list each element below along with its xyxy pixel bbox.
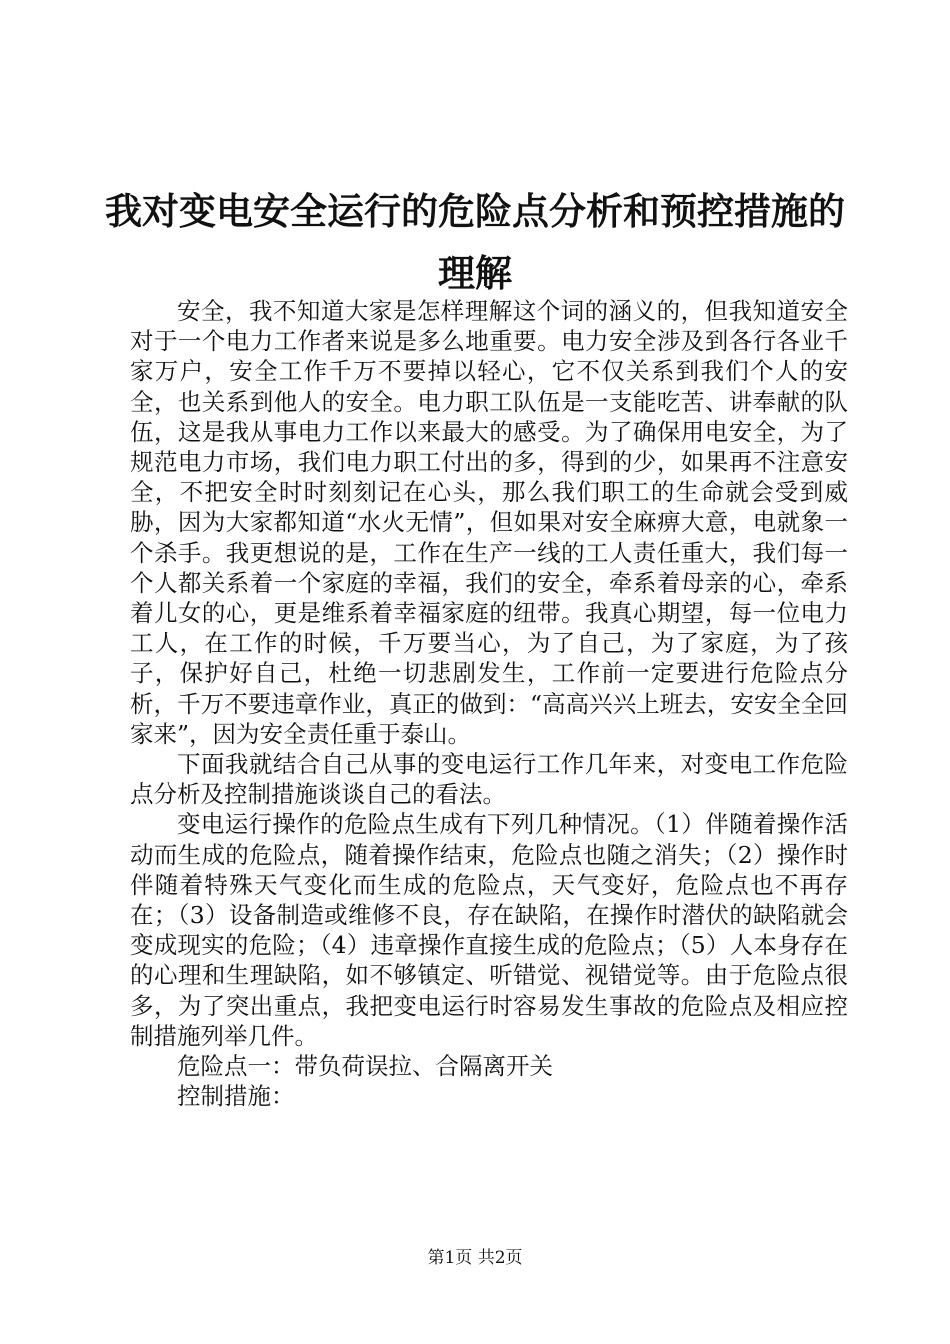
paragraph-risk-sources: 变电运行操作的危险点生成有下列几种情况。（1）伴随着操作活动而生成的危险点，随着操作结束，危险点也随之消失；（2）操作时伴随着特殊天气变化而生成的危险点，天气变好，危险点也不再存在；（3）设备制造或维修不良，存在缺陷，在操作时潜伏的缺陷就会变成现实的危险；（4）违章操作直接生成的危险点；（5）人本身存在的心理和生理缺陷，如不够镇定、听错觉、视错觉等。由于危险点很多，为了突出重点，我把变电运行时容易发生事故的危险点及相应控制措施列举几件。 [130,810,848,1050]
document-body [130,296,848,1111]
paragraph-control-measures: 控制措施： [177,1082,295,1111]
paragraph-risk-point-one: 危险点一：带负荷误拉、合隔离开关 [177,1052,553,1081]
paragraph-overview: 下面我就结合自己从事的变电运行工作几年来，对变电工作危险点分析及控制措施谈谈自己的看法。 [130,750,848,809]
document-title: 我对变电安全运行的危险点分析和预控措施的理解 [105,189,845,295]
paragraph-intro: 安全，我不知道大家是怎样理解这个词的涵义的，但我知道安全对于一个电力工作者来说是多么地重要。电力安全涉及到各行各业千家万户，安全工作千万不要掉以轻心，它不仅关系到我们个人的安全，也关系到他人的安全。电力职工队伍是一支能吃苦、讲奉献的队伍，这是我从事电力工作以来最大的感受。为了确保用电安全，为了规范电力市场，我们电力职工付出的多，得到的少，如果再不注意安全，不把安全时时刻刻记在心头，那么我们职工的生命就会受到威胁，因为大家都知道“水火无情”，但如果对安全麻痹大意，电就象一个杀手。我更想说的是，工作在生产一线的工人责任重大，我们每一个人都关系着一个家庭的幸福，我们的安全，牵系着母亲的心，牵系着儿女的心，更是维系着幸福家庭的纽带。我真心期望，每一位电力工人，在工作的时候，千万要当心，为了自己，为了家庭，为了孩子，保护好自己，杜绝一切悲剧发生，工作前一定要进行危险点分析，千万不要违章作业，真正的做到：“高高兴兴上班去，安安全全回家来”，因为安全责任重于泰山。 [130,297,848,748]
page-footer: 第1页 共2页 [427,1248,523,1268]
